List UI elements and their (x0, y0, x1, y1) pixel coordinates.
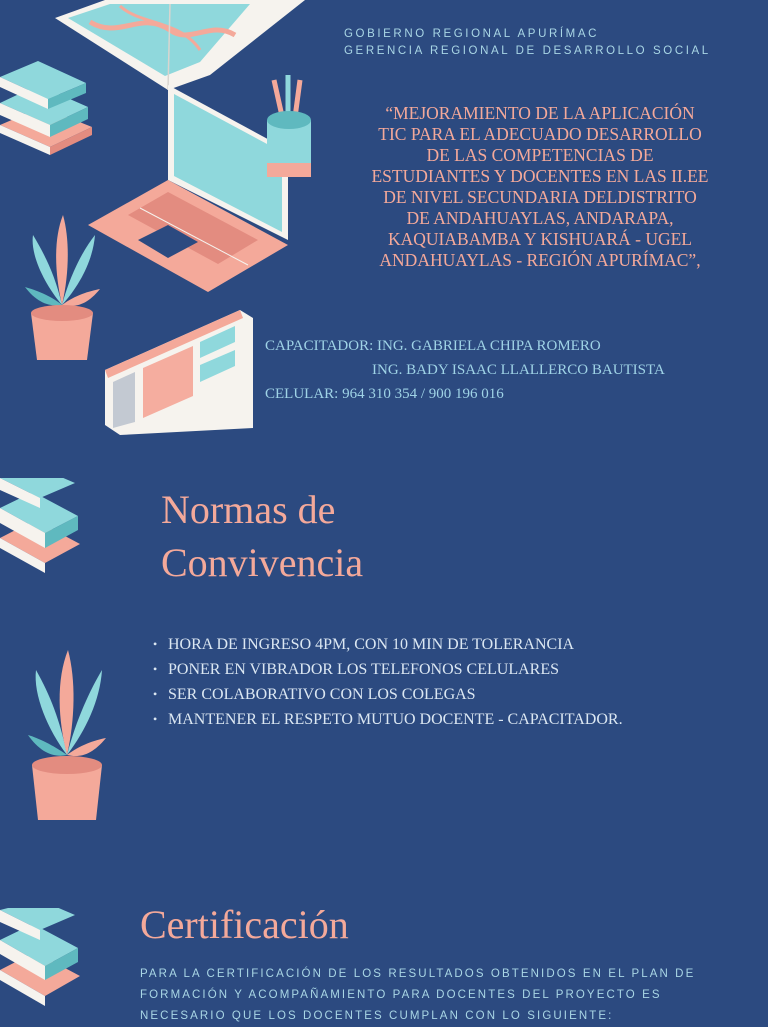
normas-list (150, 632, 623, 732)
plant-icon (25, 215, 100, 365)
organization-header (344, 26, 711, 60)
project-title-line: DE LAS COMPETENCIAS DE (426, 145, 654, 165)
project-title-line: KAQUIABAMBA Y KISHUARÁ - UGEL (388, 229, 692, 249)
plant-icon (28, 650, 106, 822)
project-title (330, 103, 750, 271)
org-line-2: GERENCIA REGIONAL DE DESARROLLO SOCIAL (344, 45, 711, 57)
list-item: • HORA DE INGRESO 4PM, CON 10 MIN DE TOLERANCIA (150, 632, 623, 657)
certificacion-heading: Certificación (140, 902, 349, 947)
project-title-line: ANDAHUAYLAS - REGIÓN APURÍMAC”, (379, 250, 701, 270)
normas-heading-line-2: Convivencia (161, 540, 364, 585)
normas-heading (161, 483, 363, 589)
trainer-phone: CELULAR: 964 310 354 / 900 196 016 (265, 386, 504, 402)
certificacion-text-line: PARA LA CERTIFICACIÓN DE LOS RESULTADOS OBTENIDOS EN EL PLAN DE (140, 968, 696, 980)
project-title-line: ESTUDIANTES Y DOCENTES EN LAS II.EE (371, 166, 709, 186)
browser-window-icon (105, 310, 255, 435)
trainer-line-2: ING. BADY ISAAC LLALLERCO BAUTISTA (372, 362, 665, 378)
books-icon (0, 478, 82, 578)
list-item: • PONER EN VIBRADOR LOS TELEFONOS CELULARES (150, 657, 623, 682)
project-title-line: DE NIVEL SECUNDARIA DELDISTRITO (383, 187, 697, 207)
trainer-line-1: CAPACITADOR: ING. GABRIELA CHIPA ROMERO (265, 338, 601, 354)
project-title-line: TIC PARA EL ADECUADO DESARROLLO (378, 124, 702, 144)
certificacion-text-line: FORMACIÓN Y ACOMPAÑAMIENTO PARA DOCENTES DEL PROYECTO ES (140, 989, 662, 1001)
books-icon (0, 55, 95, 155)
certificacion-text-line: NECESARIO QUE LOS DOCENTES CUMPLAN CON LO SIGUIENTE: (140, 1010, 614, 1022)
project-title-line: DE ANDAHUAYLAS, ANDARAPA, (406, 208, 674, 228)
org-line-1: GOBIERNO REGIONAL APURÍMAC (344, 28, 600, 40)
normas-heading-line-1: Normas de (161, 487, 336, 532)
certificacion-text (140, 964, 740, 1027)
list-item: • SER COLABORATIVO CON LOS COLEGAS (150, 682, 623, 707)
list-item: • MANTENER EL RESPETO MUTUO DOCENTE - CAPACITADOR. (150, 707, 623, 732)
pencil-cup-icon (262, 75, 317, 185)
project-title-line: “MEJORAMIENTO DE LA APLICACIÓN (385, 103, 695, 123)
books-icon (0, 908, 82, 1008)
